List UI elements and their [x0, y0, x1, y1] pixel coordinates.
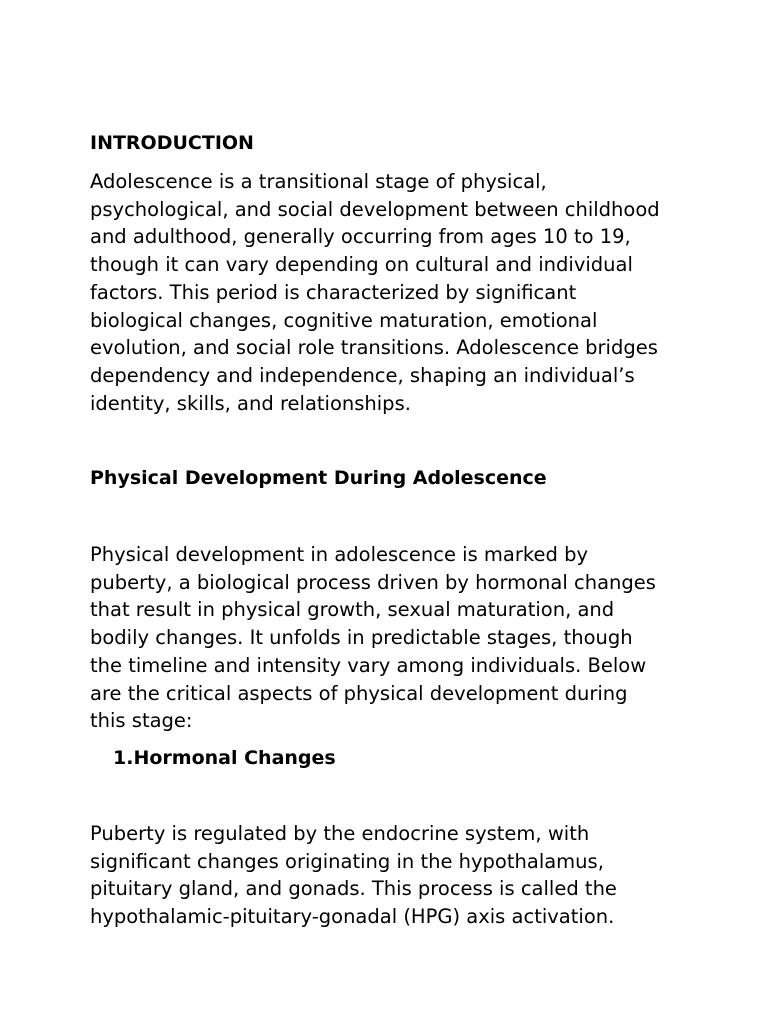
intro-heading: INTRODUCTION	[90, 132, 254, 154]
hormonal-changes-paragraph	[90, 820, 617, 931]
hormonal-line: pituitary gland, and gonads. This process is called the	[90, 877, 617, 901]
list-item-hormonal-changes	[113, 744, 336, 772]
list-number: 1.	[113, 747, 134, 769]
physical-line: puberty, a biological process driven by hormonal changes	[90, 570, 656, 594]
physical-line: Physical development in adolescence is marked by	[90, 543, 588, 566]
physical-development-heading: Physical Development During Adolescence	[90, 467, 547, 489]
hormonal-line: hypothalamic-pituitary-gonadal (HPG) axis activation.	[90, 905, 615, 929]
hormonal-line: significant changes originating in the hypothalamus,	[90, 849, 604, 873]
intro-line: identity, skills, and relationships.	[90, 391, 411, 415]
physical-line: that result in physical growth, sexual maturation, and	[90, 598, 615, 622]
intro-paragraph	[90, 168, 660, 417]
document-page	[90, 0, 690, 1024]
physical-development-paragraph	[90, 541, 656, 735]
intro-line: dependency and independence, shaping an individual’s	[90, 363, 635, 387]
intro-line: and adulthood, generally occurring from ages 10 to 19,	[90, 225, 631, 249]
list-item-title: Hormonal Changes	[133, 747, 336, 769]
intro-line: evolution, and social role transitions. Adolescence bridges	[90, 336, 658, 360]
physical-line: bodily changes. It unfolds in predictable stages, though	[90, 626, 633, 650]
physical-line: this stage:	[90, 709, 193, 733]
hormonal-line: Puberty is regulated by the endocrine system, with	[90, 822, 590, 845]
intro-line: though it can vary depending on cultural and individual	[90, 253, 633, 277]
intro-line: Adolescence is a transitional stage of physical,	[90, 170, 547, 193]
physical-line: are the critical aspects of physical development during	[90, 681, 628, 705]
intro-line: psychological, and social development between childhood	[90, 197, 660, 221]
physical-line: the timeline and intensity vary among individuals. Below	[90, 653, 647, 677]
intro-line: factors. This period is characterized by significant	[90, 280, 577, 304]
intro-line: biological changes, cognitive maturation, emotional	[90, 308, 598, 332]
